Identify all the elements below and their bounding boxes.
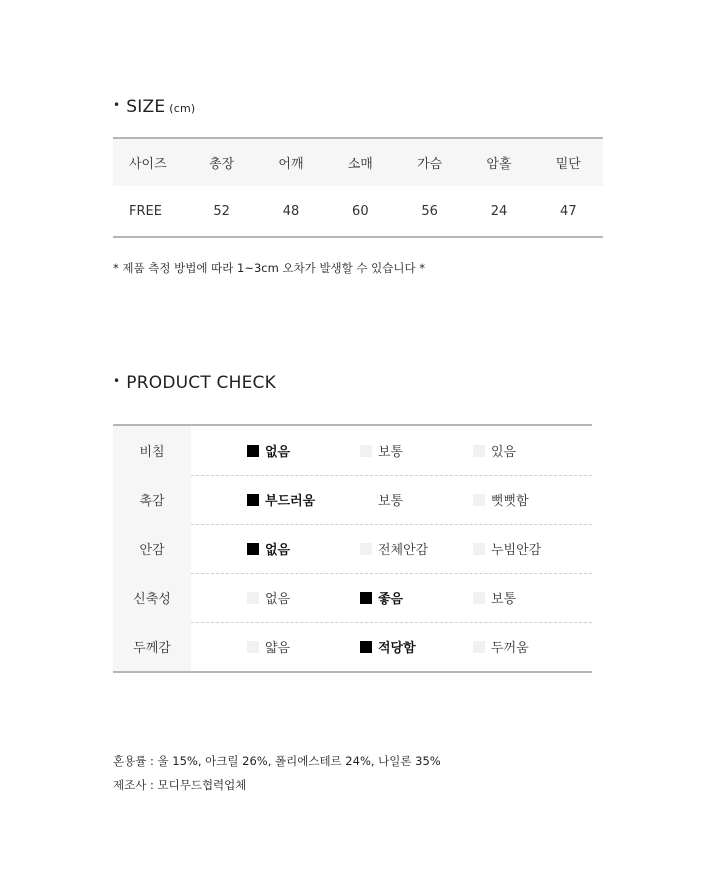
- product-check-title-text: PRODUCT CHECK: [126, 373, 276, 393]
- option-label: 두꺼움: [491, 641, 529, 656]
- size-header-row: [113, 138, 603, 186]
- size-header-cell: 총장: [209, 157, 235, 172]
- checked-box-icon: [360, 592, 372, 604]
- unchecked-box-icon: [473, 445, 485, 457]
- product-check-option: [473, 622, 529, 671]
- size-cell: 60: [352, 203, 369, 219]
- product-check-title: [113, 373, 276, 393]
- size-header-cell: 밑단: [555, 157, 581, 172]
- product-check-options: [191, 475, 592, 524]
- composition-text: 혼용률 : 울 15%, 아크릴 26%, 폴리에스테르 24%, 나일론 35%: [113, 754, 441, 768]
- size-header-cell: 가슴: [417, 157, 443, 172]
- size-cell: 48: [282, 203, 300, 219]
- unchecked-box-icon: [247, 641, 259, 653]
- size-cell: 47: [560, 203, 577, 219]
- option-label: 보통: [491, 592, 517, 607]
- option-label: 누빔안감: [491, 543, 542, 558]
- checked-box-icon: [247, 494, 259, 506]
- manufacturer-text: 제조사 : 모디무드협력업체: [113, 778, 247, 792]
- size-section-title: [113, 97, 195, 117]
- option-label: 적당함: [378, 641, 416, 656]
- measurement-note: * 제품 측정 방법에 따라 1~3cm 오차가 발생할 수 있습니다 *: [113, 261, 426, 275]
- product-check-row: [113, 573, 592, 622]
- option-label: 보통: [378, 494, 404, 509]
- product-check-option: [360, 524, 428, 573]
- unchecked-box-icon: [473, 543, 485, 555]
- checked-box-icon: [360, 641, 372, 653]
- size-header-cell: 암홀: [486, 157, 512, 172]
- product-check-option: [473, 524, 541, 573]
- product-check-table: [113, 424, 592, 673]
- product-check-row: [113, 426, 592, 475]
- size-header-cell: 어깨: [278, 157, 304, 172]
- product-check-label: 안감: [113, 524, 191, 573]
- bullet-icon: •: [113, 98, 121, 112]
- size-cell: FREE: [129, 203, 162, 219]
- option-label: 뻣뻣함: [491, 494, 529, 509]
- product-check-option: [360, 573, 403, 622]
- option-label: 없음: [265, 445, 291, 460]
- product-check-row: [113, 622, 592, 671]
- product-check-option: [473, 573, 516, 622]
- product-check-option: [247, 622, 290, 671]
- checked-box-icon: [247, 445, 259, 457]
- product-check-options: [191, 622, 592, 671]
- product-check-option: [360, 622, 416, 671]
- product-check-label: 신축성: [113, 573, 191, 622]
- product-check-row: [113, 524, 592, 573]
- option-label: 없음: [265, 592, 291, 607]
- unchecked-box-icon: [247, 592, 259, 604]
- product-check-option: [360, 475, 403, 524]
- size-title: SIZE: [126, 97, 166, 117]
- size-data-row: [113, 186, 603, 237]
- product-check-options: [191, 573, 592, 622]
- unchecked-box-icon: [473, 592, 485, 604]
- product-check-label: 두께감: [113, 622, 191, 671]
- product-check-label: 촉감: [113, 475, 191, 524]
- product-check-options: [191, 426, 592, 475]
- size-header-cell: 소매: [347, 157, 373, 172]
- size-cell: 24: [490, 203, 508, 219]
- size-table: [113, 137, 603, 238]
- option-label: 있음: [491, 445, 517, 460]
- product-check-option: [247, 426, 290, 475]
- size-cell: 52: [213, 203, 230, 219]
- product-check-option: [360, 426, 403, 475]
- product-check-option: [247, 475, 315, 524]
- unchecked-box-icon: [360, 494, 372, 506]
- option-label: 전체안감: [378, 543, 429, 558]
- size-cell: 56: [421, 203, 438, 219]
- option-label: 보통: [378, 445, 404, 460]
- option-label: 좋음: [378, 592, 404, 607]
- unchecked-box-icon: [360, 543, 372, 555]
- product-check-option: [247, 573, 290, 622]
- bullet-icon: •: [113, 374, 121, 388]
- option-label: 얇음: [265, 641, 291, 656]
- product-check-option: [473, 426, 516, 475]
- product-check-row: [113, 475, 592, 524]
- unchecked-box-icon: [473, 641, 485, 653]
- size-unit: (cm): [169, 102, 196, 115]
- option-label: 없음: [265, 543, 291, 558]
- size-header-cell: 사이즈: [129, 157, 167, 172]
- unchecked-box-icon: [473, 494, 485, 506]
- product-check-option: [247, 524, 290, 573]
- checked-box-icon: [247, 543, 259, 555]
- product-check-label: 비침: [113, 426, 191, 475]
- option-label: 부드러움: [265, 494, 316, 509]
- unchecked-box-icon: [360, 445, 372, 457]
- product-check-option: [473, 475, 529, 524]
- product-check-options: [191, 524, 592, 573]
